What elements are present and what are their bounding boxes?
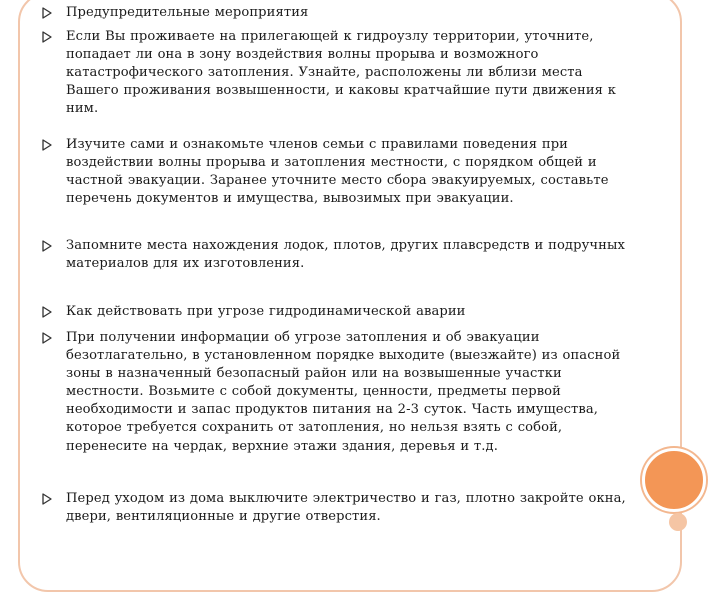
bullet-text-1: Предупредительные мероприятия <box>66 5 309 20</box>
bullet-item-5 <box>40 303 630 321</box>
bullet-item-4 <box>40 237 630 273</box>
bullet-marker-icon <box>42 139 52 151</box>
bullet-marker-icon <box>42 332 52 344</box>
bullet-text-3: Изучите сами и ознакомьте членов семьи с правилами поведения при воздействии волны прорыва и затопления местности, с порядком общей и частной эвакуации. Заранее уточните место сбора эвакуируемых, составьте перечень документов и имущества, вывозимых при эвакуации. <box>66 137 609 207</box>
bullet-item-7 <box>40 490 646 526</box>
bullet-marker-icon <box>42 240 52 252</box>
bullet-item-6 <box>40 329 628 456</box>
bullet-text-4: Запомните места нахождения лодок, плотов, других плавсредств и подручных материалов для их изготовления. <box>66 238 625 272</box>
bullet-text-7: Перед уходом из дома выключите электричество и газ, плотно закройте окна, двери, вентиляционные и другие отверстия. <box>66 491 626 525</box>
bullet-marker-icon <box>42 306 52 318</box>
bullet-text-6: При получении информации об угрозе затопления и об эвакуации безотлагательно, в установленном порядке выходите (выезжайте) из опасной зоны в назначенный безопасный район или на возвышенные участки местности. Возьмите с собой документы, ценности, предметы первой необходимости и запас продуктов питания на 2-3 суток. Часть имущества, которое требуется сохранить от затопления, но нельзя взять с собой, перенесите на чердак, верхние этажи здания, деревья и т.д. <box>66 330 621 454</box>
decorative-circle-small <box>669 513 687 531</box>
decorative-circle-large <box>642 448 706 512</box>
bullet-text-2: Если Вы проживаете на прилегающей к гидроузлу территории, уточните, попадает ли она в зону воздействия волны прорыва и возможного катастрофического затопления. Узнайте, расположены ли вблизи места Вашего проживания возвышенности, и каковы кратчайшие пути движения к ним. <box>66 29 617 117</box>
bullet-marker-icon <box>42 7 52 19</box>
bullet-marker-icon <box>42 31 52 43</box>
bullet-item-3 <box>40 136 630 208</box>
bullet-item-2 <box>40 28 630 118</box>
bullet-item-1 <box>40 4 630 22</box>
bullet-marker-icon <box>42 493 52 505</box>
bullet-text-5: Как действовать при угрозе гидродинамической аварии <box>66 304 466 319</box>
